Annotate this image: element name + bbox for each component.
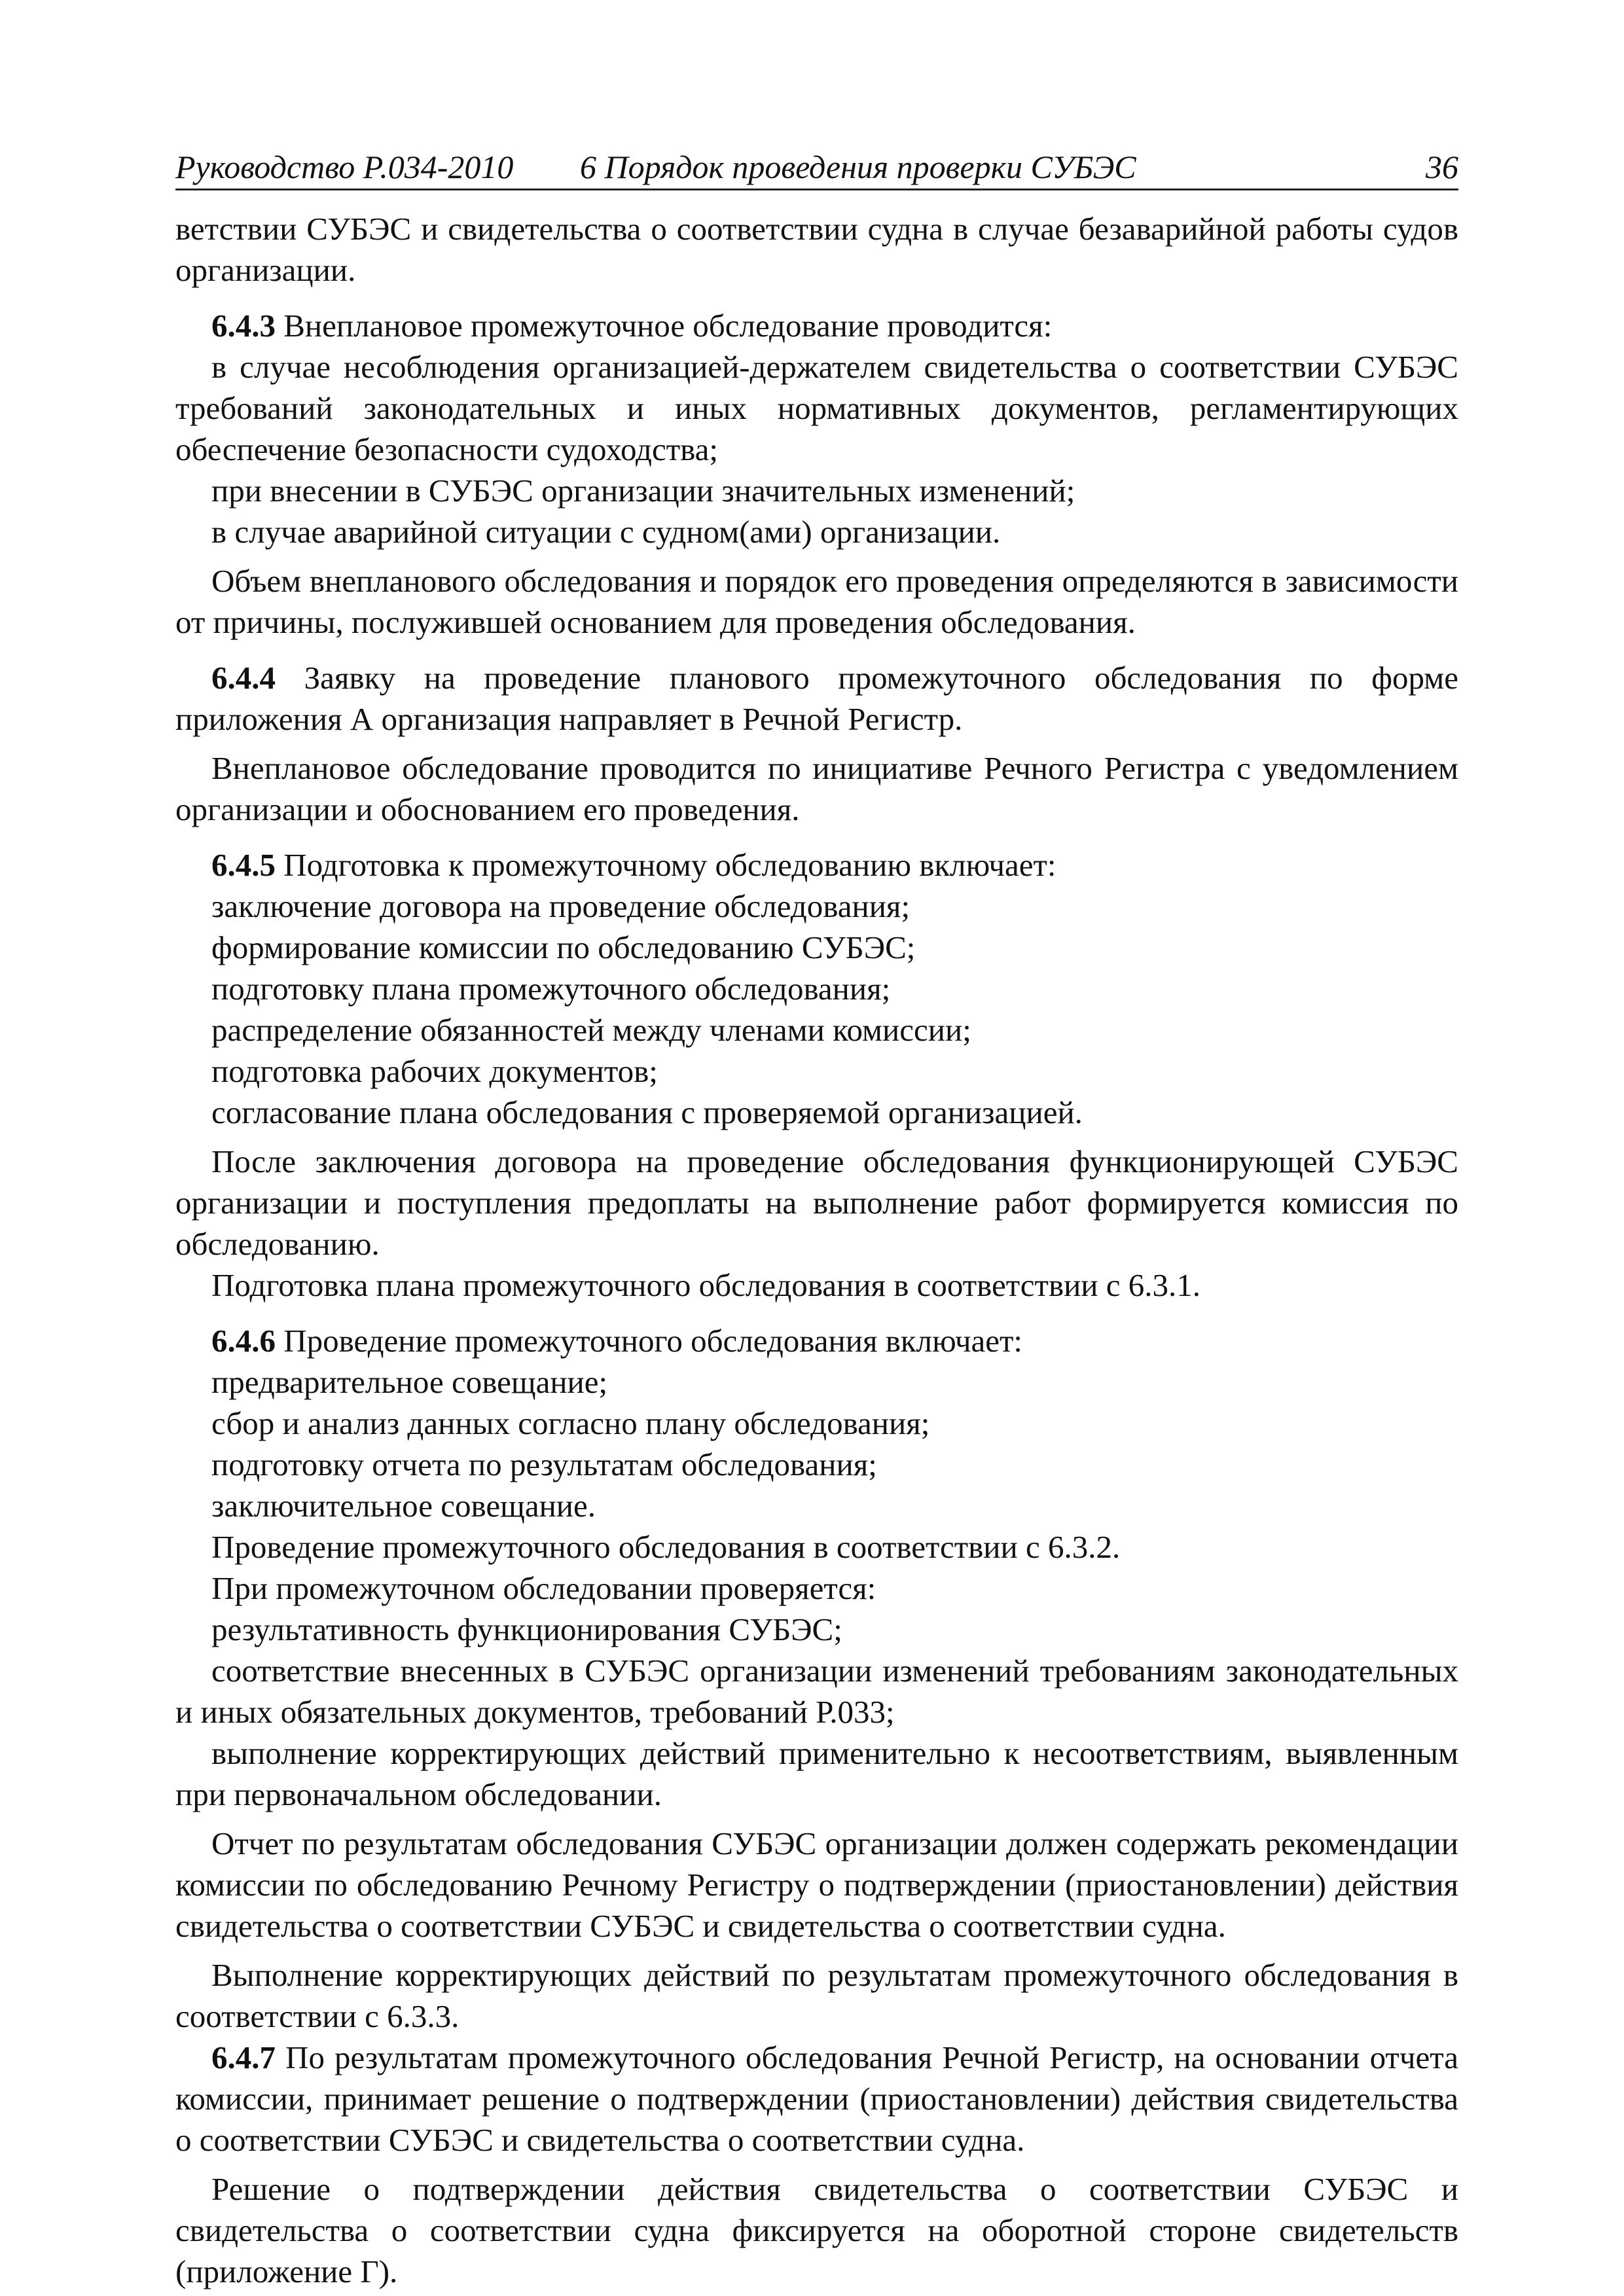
- paragraph: подготовка рабочих документов;: [211, 1053, 658, 1089]
- paragraph: ветствии СУБЭС и свидетельства о соответствии судна в случае безаварийной работы судов организации.: [175, 211, 1458, 288]
- paragraph: распределение обязанностей между членами комиссии;: [211, 1012, 971, 1048]
- clause-number: 6.4.6: [211, 1323, 276, 1359]
- paragraph: выполнение корректирующих действий применительно к несоответствиям, выявленным при первоначальном обследовании.: [175, 1735, 1458, 1812]
- paragraph: предварительное совещание;: [211, 1364, 608, 1400]
- paragraph: результативность функционирования СУБЭС;: [211, 1611, 842, 1647]
- paragraph: 6.4.5 Подготовка к промежуточному обследованию включает:: [211, 847, 1056, 883]
- paragraph: в случае несоблюдения организацией-держателем свидетельства о соответствии СУБЭС требований законодательных и иных нормативных документов, регламентирующих обеспечение безопасности судоходства;: [175, 349, 1458, 467]
- paragraph: согласование плана обследования с проверяемой организацией.: [211, 1094, 1083, 1130]
- clause-number: 6.4.3: [211, 308, 276, 344]
- paragraph: При промежуточном обследовании проверяется:: [211, 1570, 876, 1606]
- paragraph: в случае аварийной ситуации с судном(ами) организации.: [211, 514, 1001, 550]
- clause-number: 6.4.7: [211, 2039, 276, 2075]
- paragraph: Решение о подтверждении действия свидетельства о соответствии СУБЭС и свидетельства о соответствии судна фиксируется на оборотной стороне свидетельств (приложение Г).: [175, 2171, 1458, 2289]
- paragraph: 6.4.4 Заявку на проведение планового промежуточного обследования по форме приложения А организация направляет в Речной Регистр.: [175, 660, 1458, 737]
- paragraph: 6.4.3 Внеплановое промежуточное обследование проводится:: [211, 308, 1053, 344]
- clause-number: 6.4.5: [211, 847, 276, 883]
- header-section-title: 6 Порядок проведения проверки СУБЭС: [580, 149, 1136, 185]
- page-number: 36: [1426, 149, 1458, 185]
- paragraph: 6.4.6 Проведение промежуточного обследования включает:: [211, 1323, 1023, 1359]
- paragraph: заключение договора на проведение обследования;: [211, 888, 911, 924]
- clause-number: 6.4.4: [211, 660, 276, 696]
- paragraph: Проведение промежуточного обследования в соответствии с 6.3.2.: [211, 1529, 1121, 1565]
- paragraph: формирование комиссии по обследованию СУБЭС;: [211, 929, 916, 965]
- header-document-title: Руководство Р.034-2010: [175, 149, 514, 185]
- document-body: [175, 208, 1458, 2292]
- paragraph: Объем внепланового обследования и порядок его проведения определяются в зависимости от причины, послужившей основанием для проведения обследования.: [175, 563, 1458, 640]
- paragraph: соответствие внесенных в СУБЭС организации изменений требованиям законодательных и иных обязательных документов, требований Р.033;: [175, 1653, 1458, 1730]
- paragraph: Внеплановое обследование проводится по инициативе Речного Регистра с уведомлением организации и обоснованием его проведения.: [175, 750, 1458, 827]
- paragraph: подготовку плана промежуточного обследования;: [211, 971, 891, 1007]
- paragraph: подготовку отчета по результатам обследования;: [211, 1446, 877, 1482]
- paragraph: заключительное совещание.: [211, 1488, 596, 1524]
- paragraph: Отчет по результатам обследования СУБЭС организации должен содержать рекомендации комиссии по обследованию Речному Регистру о подтверждении (приостановлении) действия свидетельства о соответствии СУБЭС и свидетельства о соответствии судна.: [175, 1825, 1458, 1944]
- paragraph: Подготовка плана промежуточного обследования в соответствии с 6.3.1.: [211, 1267, 1201, 1303]
- paragraph: при внесении в СУБЭС организации значительных изменений;: [211, 473, 1075, 509]
- paragraph: Выполнение корректирующих действий по результатам промежуточного обследования в соответствии с 6.3.3.: [175, 1957, 1458, 2034]
- paragraph: сбор и анализ данных согласно плану обследования;: [211, 1405, 930, 1441]
- paragraph: После заключения договора на проведение обследования функционирующей СУБЭС организации и поступления предоплаты на выполнение работ формируется комиссия по обследованию.: [175, 1143, 1458, 1262]
- paragraph: 6.4.7 По результатам промежуточного обследования Речной Регистр, на основании отчета комиссии, принимает решение о подтверждении (приостановлении) действия свидетельства о соответствии СУБЭС и свидетельства о соответствии судна.: [175, 2039, 1458, 2158]
- running-header: [175, 145, 1458, 190]
